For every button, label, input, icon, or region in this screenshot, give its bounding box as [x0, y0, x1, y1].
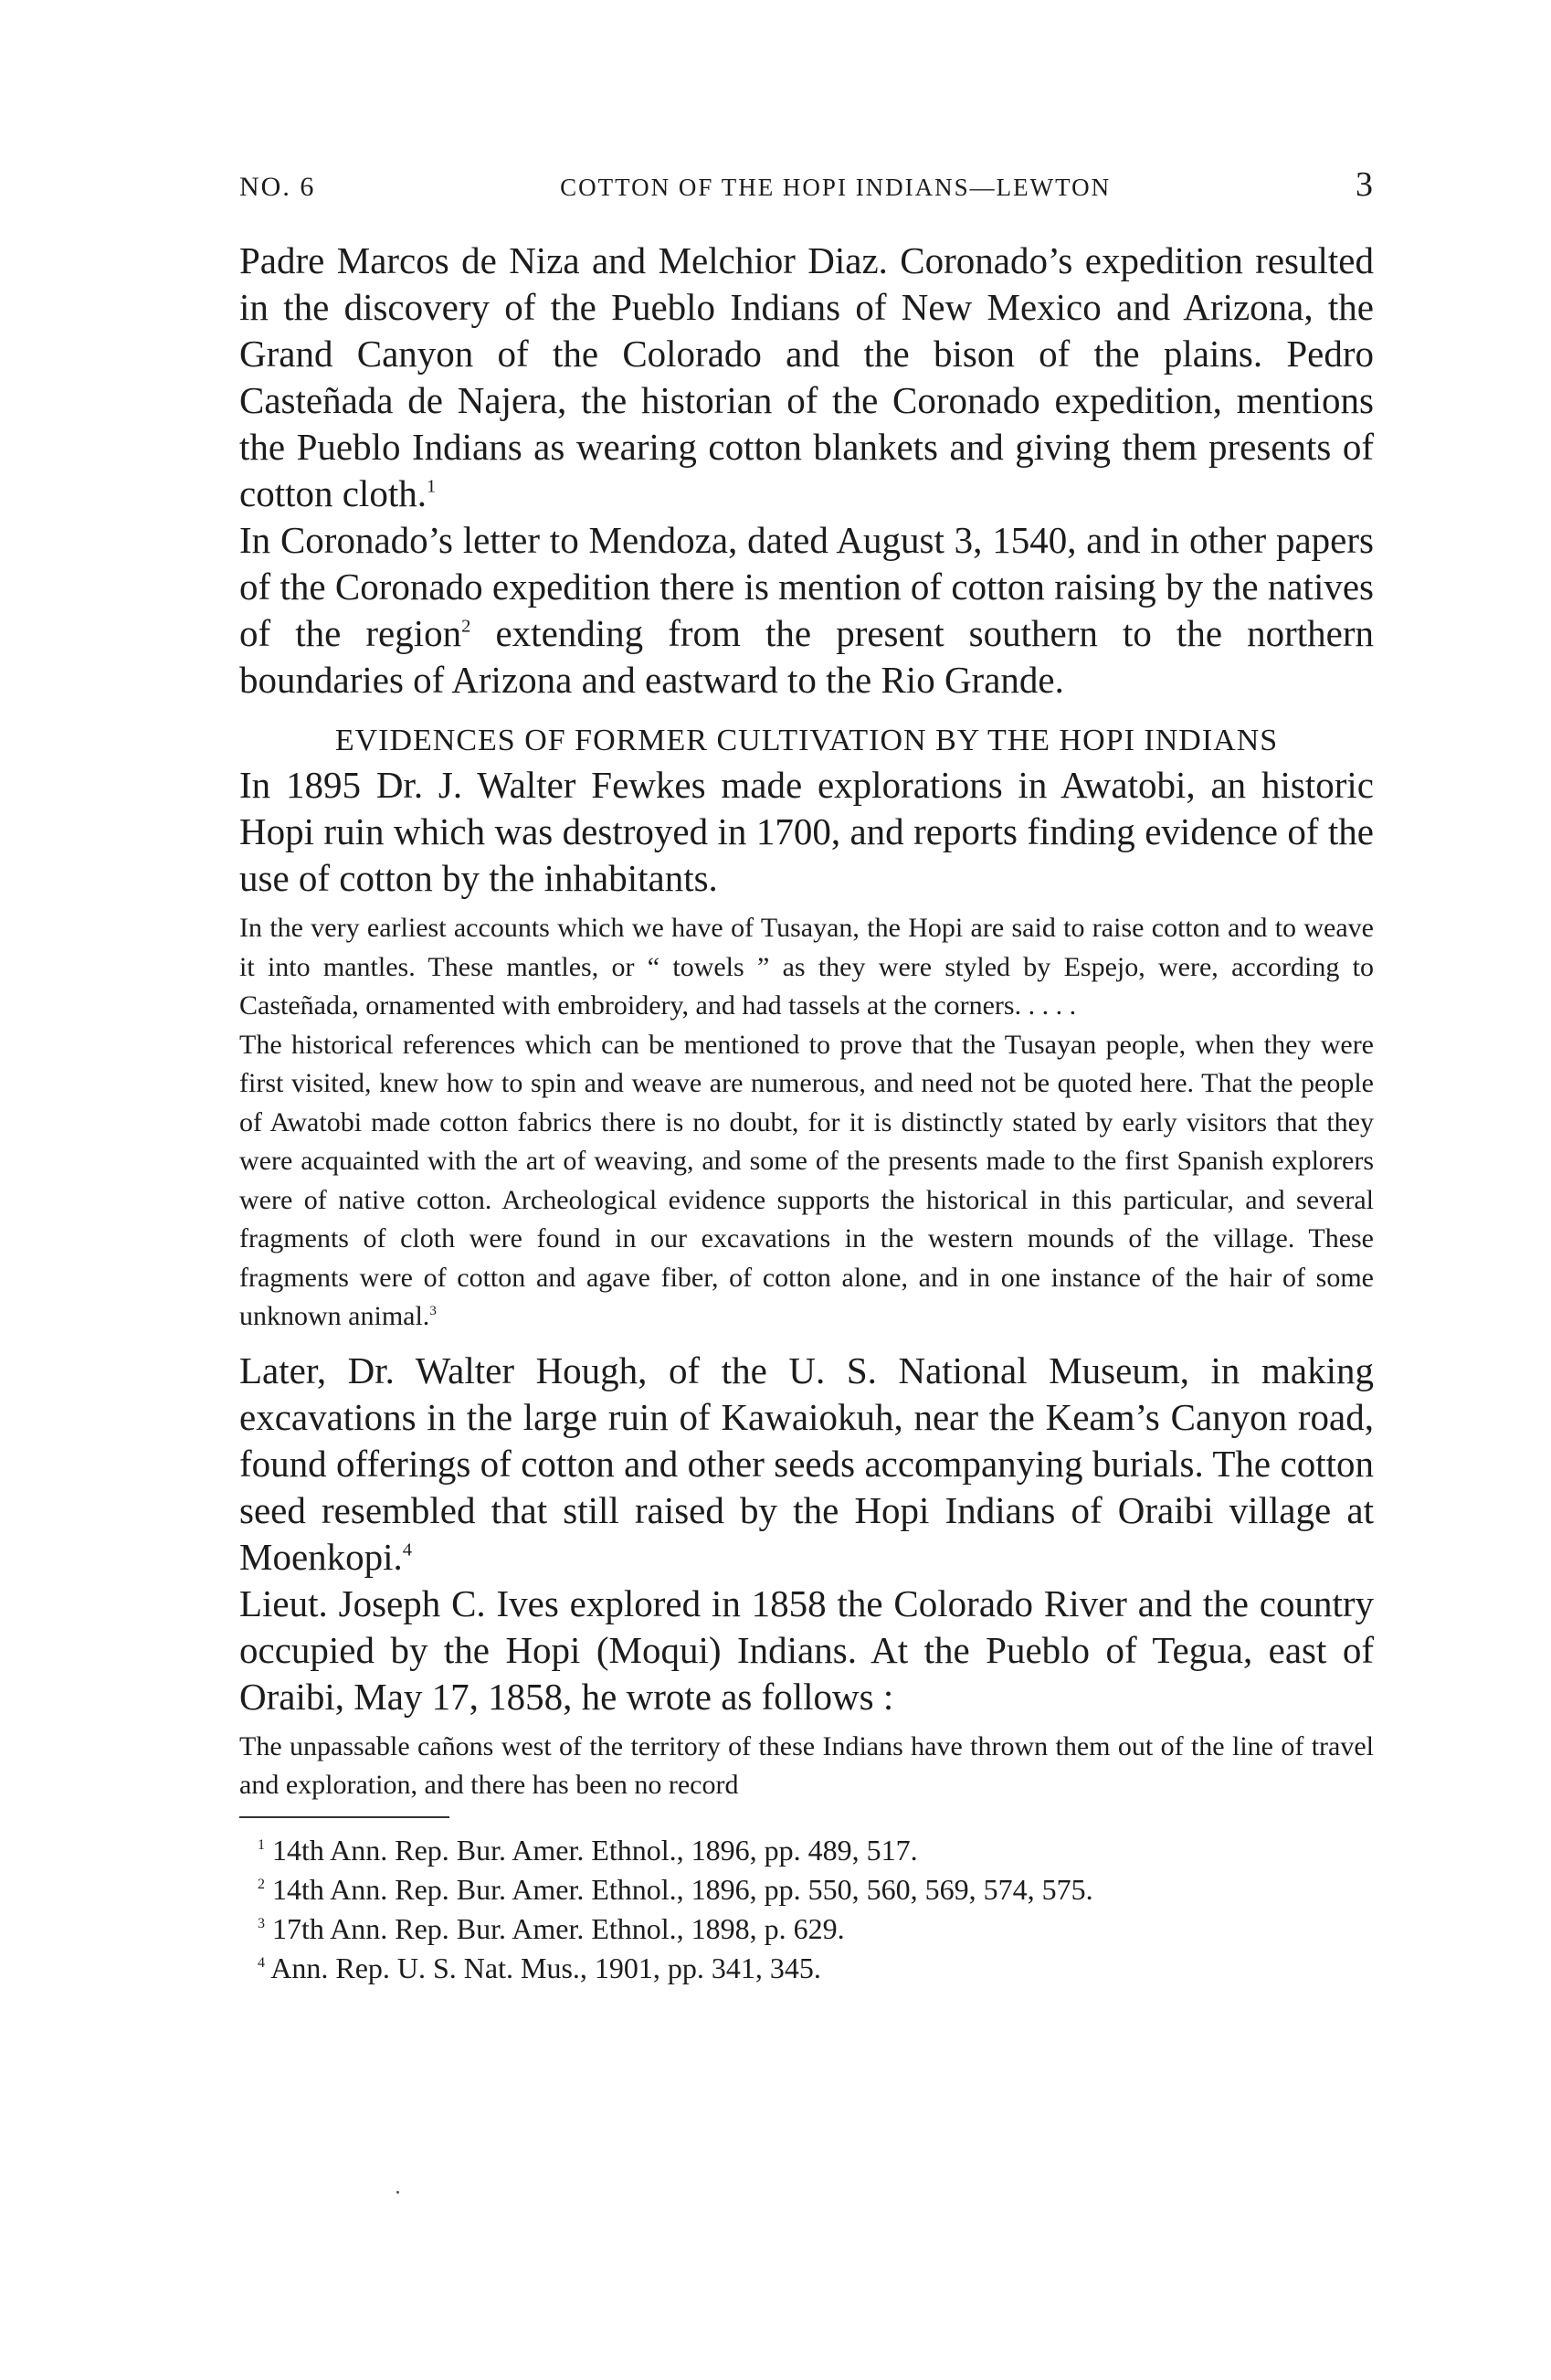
footnotes: [239, 1831, 1374, 1988]
ink-speck: [396, 2191, 399, 2194]
footnote: [258, 1909, 1374, 1949]
paragraph-text: extending from the present southern to the northern boundaries of Arizona and eastward to the Rio Grande.: [239, 612, 1375, 701]
quote-paragraph: [239, 1026, 1374, 1337]
issue-number: NO. 6: [239, 172, 316, 202]
footnote-text: 14th Ann. Rep. Bur. Amer. Ethnol., 1896, pp. 489, 517.: [272, 1833, 918, 1867]
paragraph-coronado-expedition: [239, 238, 1374, 517]
quote-paragraph: The unpassable cañons west of the territory of these Indians have thrown them out of the line of travel and exploration, and there has been no record: [239, 1730, 1374, 1800]
footnote-divider: [239, 1816, 449, 1818]
footnote-text: 14th Ann. Rep. Bur. Amer. Ethnol., 1896, pp. 550, 560, 569, 574, 575.: [272, 1872, 1093, 1906]
section-heading: EVIDENCES OF FORMER CULTIVATION BY THE HOPI INDIANS: [334, 724, 1279, 757]
page: [239, 164, 1374, 1988]
footnote-text: 17th Ann. Rep. Bur. Amer. Ethnol., 1898, p. 629.: [272, 1911, 845, 1945]
page-number: 3: [1355, 165, 1374, 204]
paragraph-coronado-letter: [239, 517, 1374, 703]
footnote-ref[interactable]: 3: [429, 1303, 437, 1318]
footnote-ref[interactable]: 1: [426, 476, 437, 497]
quote-text: The historical references which can be mentioned to prove that the Tusayan people, when they were first visited, knew how to spin and weave are numerous, and need not be quoted here. That the people of Awatobi made cotton fabrics there is no doubt, for it is distinctly stated by early visitors that they were acquainted with the art of weaving, and some of the presents made to the first Spanish explorers were of native cotton. Archeological evidence supports the historical in this particular, and several fragments of cloth were found in our excavations in the western mounds of the village. These fragments were of cotton and agave fiber, of cotton alone, and in one instance of the hair of some unknown animal.: [239, 1029, 1374, 1331]
paragraph-text: Later, Dr. Walter Hough, of the U. S. National Museum, in making excavations in the large ruin of Kawaiokuh, near the Keam’s Canyon road, found offerings of cotton and other seeds accompanying burials. The cotton seed resembled that still raised by the Hopi Indians of Oraibi village at Moenkopi.: [239, 1349, 1374, 1578]
paragraph-ives: Lieut. Joseph C. Ives explored in 1858 the Colorado River and the country occupied by the Hopi (Moqui) Indians. At the Pueblo of Tegua, east of Oraibi, May 17, 1858, he wrote as follows :: [239, 1581, 1374, 1718]
footnote-ref[interactable]: 4: [402, 1539, 413, 1560]
quote-paragraph: In the very earliest accounts which we have of Tusayan, the Hopi are said to raise cotton and to weave it into mantles. These mantles, or “ towels ” as they were styled by Espejo, were, according to Casteñada, ornamented with embroidery, and had tassels at the corners. . . . .: [239, 913, 1374, 1021]
footnote-ref[interactable]: 2: [461, 616, 471, 637]
footnote: [258, 1831, 1374, 1870]
footnote-mark: 4: [258, 1954, 265, 1971]
block-quote-fewkes: [239, 909, 1374, 1337]
paragraph-fewkes: In 1895 Dr. J. Walter Fewkes made explorations in Awatobi, an historic Hopi ruin which was destroyed in 1700, and reports finding evidence of the use of cotton by the inhabitants.: [239, 764, 1374, 899]
footnote: [258, 1949, 1374, 1988]
footnote: [258, 1870, 1374, 1909]
running-title: COTTON OF THE HOPI INDIANS—LEWTON: [560, 174, 1112, 201]
running-head: [239, 164, 1374, 216]
paragraph-hough: [239, 1348, 1374, 1581]
block-quote-ives: [239, 1728, 1374, 1805]
paragraph-text: Padre Marcos de Niza and Melchior Diaz. Coronado’s expedition resulted in the discovery of the Pueblo Indians of New Mexico and Arizona, the Grand Canyon of the Colorado and the bison of the plains. Pedro Casteñada de Najera, the historian of the Coronado expedition, mentions the Pueblo Indians as wearing cotton blankets and giving them presents of cotton cloth.: [239, 239, 1374, 514]
paragraph-text: In Coronado’s letter to Mendoza, dated August 3, 1540, and in other papers of the Coronado expedition there is mention of cotton raising by the natives of the region: [239, 519, 1374, 654]
footnote-mark: 3: [258, 1915, 265, 1931]
footnote-mark: 1: [258, 1836, 265, 1853]
footnote-mark: 2: [258, 1876, 265, 1892]
footnote-text: Ann. Rep. U. S. Nat. Mus., 1901, pp. 341, 345.: [270, 1951, 821, 1984]
